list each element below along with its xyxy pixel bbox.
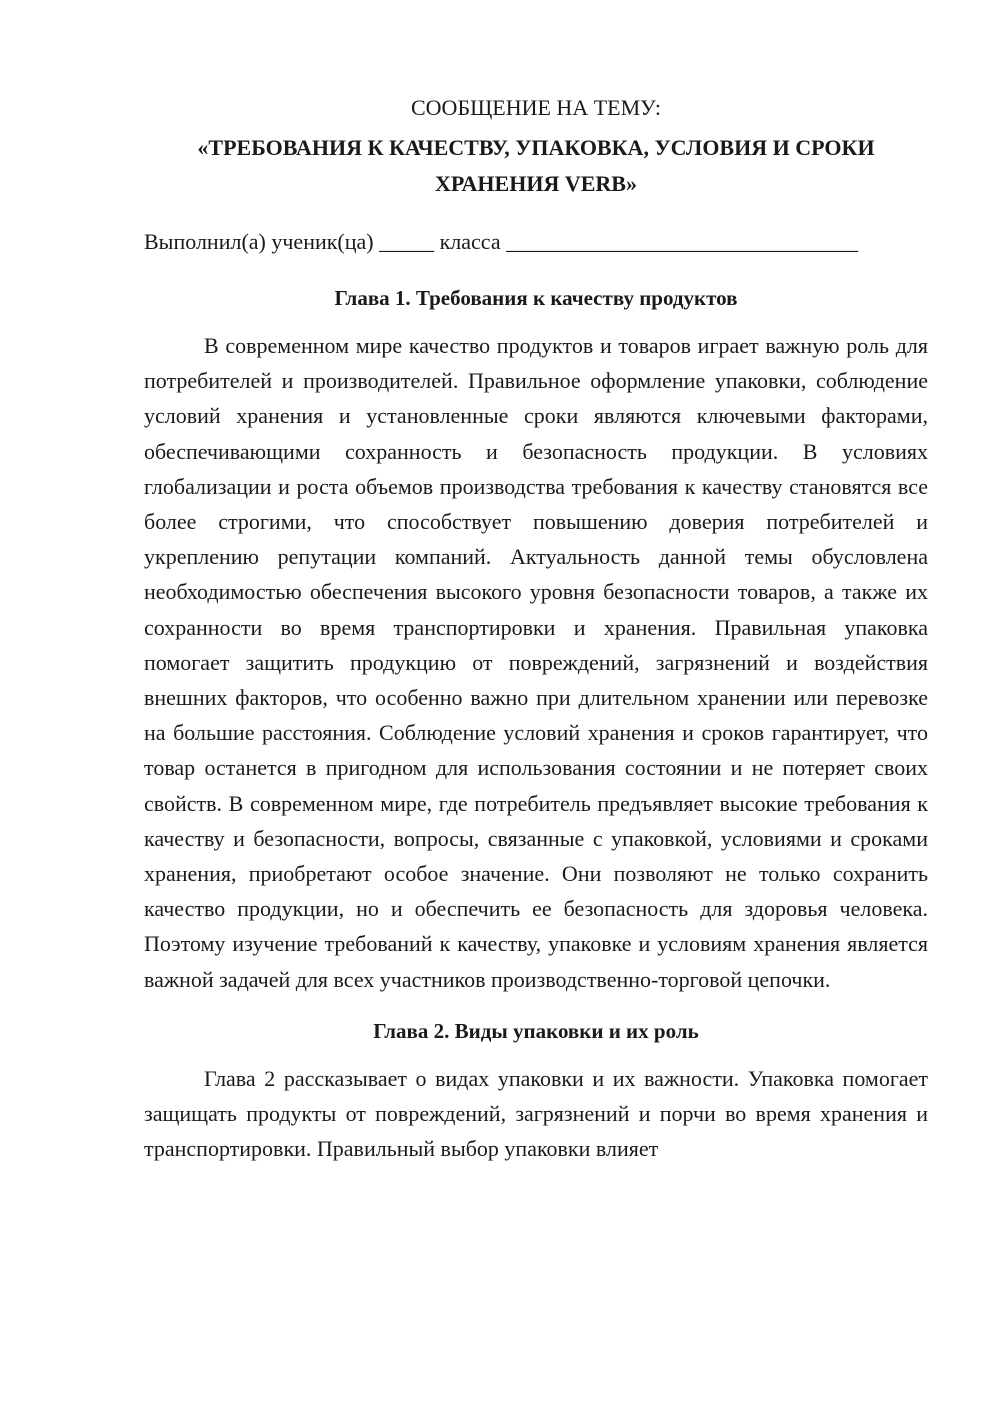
document-kicker: СООБЩЕНИЕ НА ТЕМУ:	[411, 95, 661, 120]
author-line: Выполнил(а) ученик(ца) _____ класса ________________________________	[144, 229, 859, 254]
chapter-2-paragraph: Глава 2 рассказывает о видах упаковки и их важности. Упаковка помогает защищать продукты от повреждений, загрязнений и порчи во время хранения и транспортировки. Правильный выбор упаковки влияет	[144, 1065, 928, 1162]
chapter-1-title: Глава 1. Требования к качеству продуктов	[334, 286, 738, 310]
chapter-2-title: Глава 2. Виды упаковки и их роль	[373, 1018, 699, 1043]
document-title: «ТРЕБОВАНИЯ К КАЧЕСТВУ, УПАКОВКА, УСЛОВИЯ И СРОКИ ХРАНЕНИЯ VERB»	[197, 135, 875, 196]
document-page	[144, 90, 928, 1166]
chapter-1-paragraph: В современном мире качество продуктов и товаров играет важную роль для потребителей и производителей. Правильное оформление упаковки, соблюдение условий хранения и установленные сроки являются ключевыми факторами, обеспечивающими сохранность и безопасность продукции. В условиях глобализации и роста объемов производства требования к качеству становятся все более строгими, что способствует повышению доверия потребителей и укреплению репутации компаний. Актуальность данной темы обусловлена необходимостью обеспечения высокого уровня безопасности товаров, а также их сохранности во время транспортировки и хранения. Правильная упаковка помогает защитить продукцию от повреждений, загрязнений и воздействия внешних факторов, что особенно важно при длительном хранении или перевозке на большие расстояния. Соблюдение условий хранения и сроков гарантирует, что товар останется в пригодном для использования состоянии и не потеряет своих свойств. В современном мире, где потребитель предъявляет высокие требования к качеству и безопасности, вопросы, связанные с упаковкой, условиями и сроками хранения, приобретают особое значение. Они позволяют не только сохранить качество продукции, но и обеспечить ее безопасность для здоровья человека. Поэтому изучение требований к качеству, упаковке и условиям хранения является важной задачей для всех участников производственно-торговой цепочки.	[144, 333, 928, 992]
